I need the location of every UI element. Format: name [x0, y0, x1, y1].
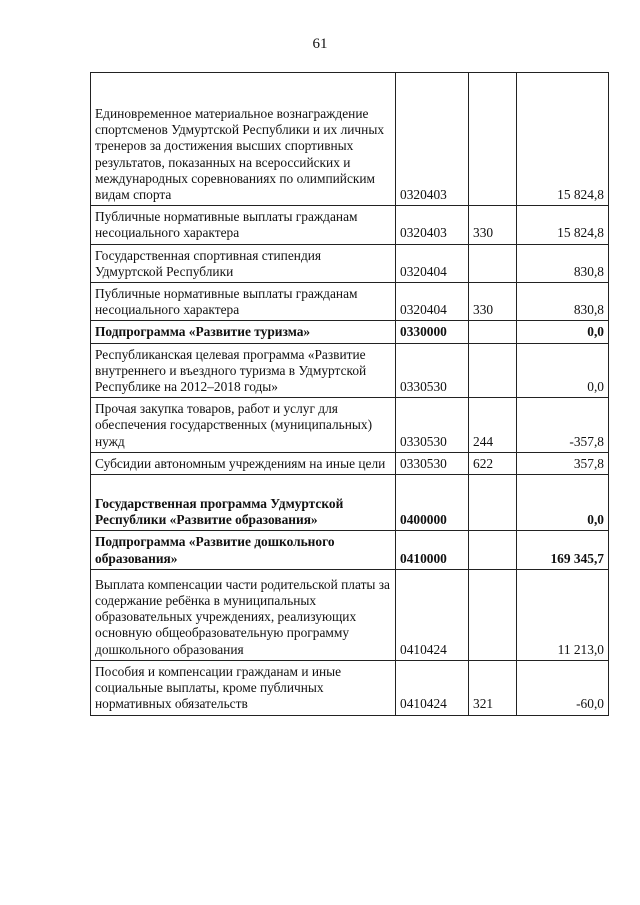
row-code: 0320404: [396, 244, 469, 282]
row-amount: -357,8: [517, 398, 609, 453]
row-name: Публичные нормативные выплаты гражданам несоциального характера: [91, 206, 396, 244]
row-amount: 0,0: [517, 343, 609, 398]
table-row: [91, 283, 609, 321]
budget-table: [90, 72, 609, 716]
row-amount: 0,0: [517, 321, 609, 343]
row-code: 0410424: [396, 660, 469, 715]
page-number: 61: [312, 36, 328, 52]
row-code: 0410424: [396, 569, 469, 660]
row-amount: 15 824,8: [517, 206, 609, 244]
table-top-spacer: [91, 73, 609, 104]
row-expense-type: 244: [469, 398, 517, 453]
row-code: 0320403: [396, 103, 469, 206]
row-expense-type: [469, 103, 517, 206]
table-row: [91, 343, 609, 398]
row-name: Подпрограмма «Развитие туризма»: [91, 321, 396, 343]
row-expense-type: 622: [469, 452, 517, 474]
table-row: [91, 475, 609, 531]
table-row: [91, 206, 609, 244]
table-row: [91, 103, 609, 206]
row-name: Субсидии автономным учреждениям на иные цели: [91, 452, 396, 474]
row-amount: 0,0: [517, 475, 609, 531]
row-name: Республиканская целевая программа «Развитие внутреннего и въездного туризма в Удмуртской Республике на 2012–2018 годы»: [91, 343, 396, 398]
row-code: 0410000: [396, 531, 469, 569]
row-name: Государственная спортивная стипендия Удмуртской Республики: [91, 244, 396, 282]
budget-table-body: [91, 73, 609, 716]
row-name: Подпрограмма «Развитие дошкольного образования»: [91, 531, 396, 569]
row-name: Прочая закупка товаров, работ и услуг для обеспечения государственных (муниципальных) нужд: [91, 398, 396, 453]
row-code: 0320404: [396, 283, 469, 321]
row-code: 0330530: [396, 343, 469, 398]
row-amount: 830,8: [517, 283, 609, 321]
row-code: 0330530: [396, 398, 469, 453]
table-row: [91, 244, 609, 282]
table-row: [91, 569, 609, 660]
row-code: 0400000: [396, 475, 469, 531]
row-amount: 169 345,7: [517, 531, 609, 569]
row-name: Единовременное материальное вознаграждение спортсменов Удмуртской Республики и их личных тренеров за достижения высших спортивных результатов, показанных на всероссийских и международных соревнованиях по олимпийским видам спорта: [91, 103, 396, 206]
row-amount: 830,8: [517, 244, 609, 282]
row-expense-type: [469, 475, 517, 531]
row-expense-type: [469, 343, 517, 398]
table-row: [91, 531, 609, 569]
row-amount: -60,0: [517, 660, 609, 715]
row-code: 0320403: [396, 206, 469, 244]
row-amount: 15 824,8: [517, 103, 609, 206]
row-expense-type: [469, 569, 517, 660]
table-row: [91, 660, 609, 715]
row-name: Пособия и компенсации гражданам и иные социальные выплаты, кроме публичных нормативных обязательств: [91, 660, 396, 715]
row-expense-type: [469, 321, 517, 343]
row-expense-type: 330: [469, 283, 517, 321]
row-code: 0330000: [396, 321, 469, 343]
row-code: 0330530: [396, 452, 469, 474]
row-name: Государственная программа Удмуртской Республики «Развитие образования»: [91, 475, 396, 531]
row-amount: 357,8: [517, 452, 609, 474]
row-expense-type: [469, 531, 517, 569]
table-row: [91, 452, 609, 474]
row-name: Выплата компенсации части родительской платы за содержание ребёнка в муниципальных образовательных учреждениях, реализующих основную общеобразовательную программу дошкольного образования: [91, 569, 396, 660]
row-expense-type: 330: [469, 206, 517, 244]
table-row: [91, 398, 609, 453]
row-name: Публичные нормативные выплаты гражданам несоциального характера: [91, 283, 396, 321]
row-expense-type: [469, 244, 517, 282]
table-row: [91, 321, 609, 343]
row-expense-type: 321: [469, 660, 517, 715]
row-amount: 11 213,0: [517, 569, 609, 660]
